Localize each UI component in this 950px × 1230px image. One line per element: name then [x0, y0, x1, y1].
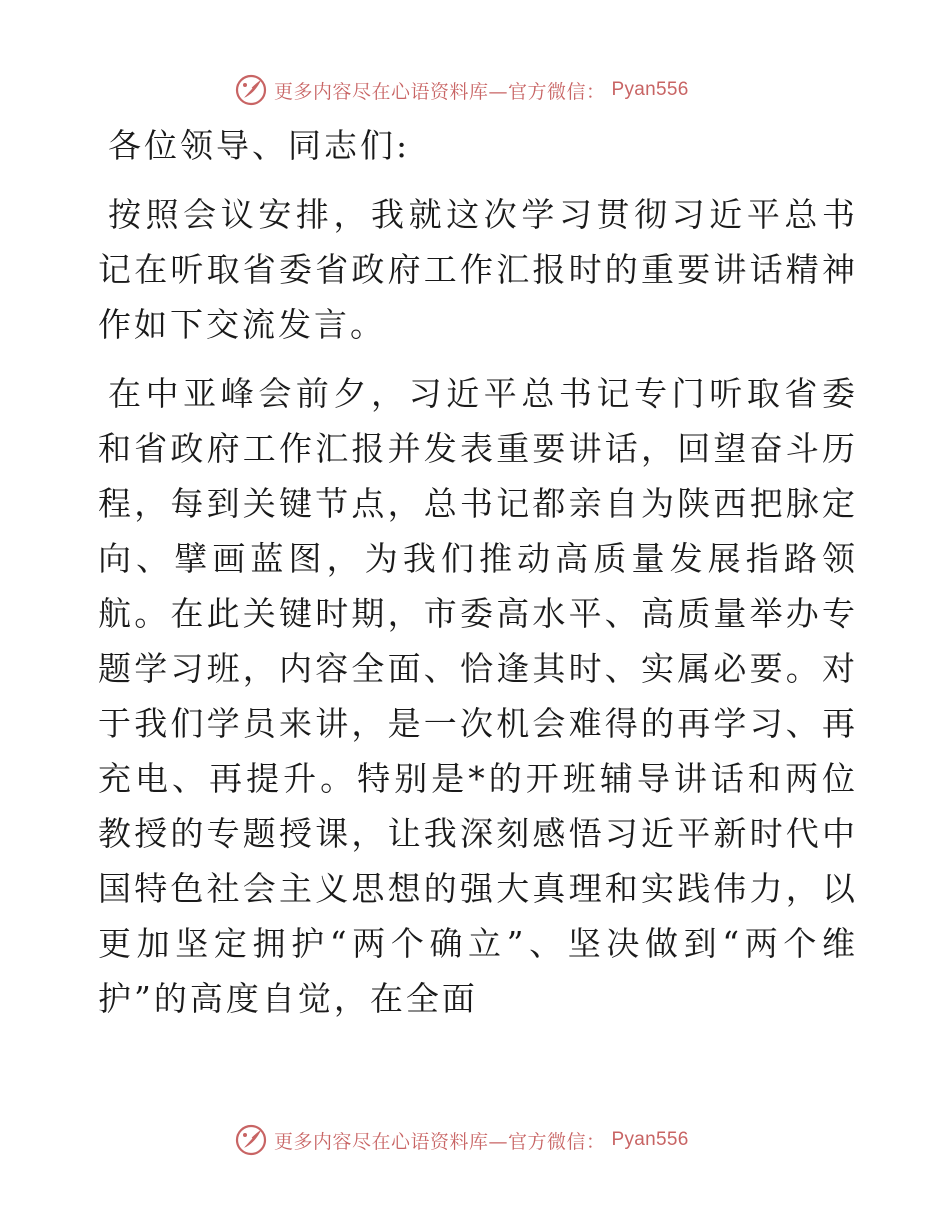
document-body: [98, 118, 858, 1040]
feather-pen-icon: [234, 1123, 268, 1157]
watermark-wechat-id: Pyan556: [611, 79, 689, 100]
watermark-text: 更多内容尽在心语资料库—官方微信：: [274, 1130, 606, 1153]
feather-pen-icon: [234, 73, 268, 107]
paragraph-intro: 按照会议安排，我就这次学习贯彻习近平总书记在听取省委省政府工作汇报时的重要讲话精神作如下交流发言。: [98, 195, 858, 344]
greeting-line: 各位领导、同志们:: [108, 126, 411, 165]
paragraph-main: 在中亚峰会前夕，习近平总书记专门听取省委和省政府工作汇报并发表重要讲话，回望奋斗历程，每到关键节点，总书记都亲自为陕西把脉定向、擘画蓝图，为我们推动高质量发展指路领航。在此关键时期，市委高水平、高质量举办专题学习班，内容全面、恰逢其时、实属必要。对于我们学员来讲，是一次机会难得的再学习、再充电、再提升。特别是*的开班辅导讲话和两位教授的专题授课，让我深刻感悟习近平新时代中国特色社会主义思想的强大真理和实践伟力，以更加坚定拥护“两个确立”、坚决做到“两个维护”的高度自觉，在全面: [98, 374, 858, 1018]
watermark-wechat-id: Pyan556: [611, 1129, 689, 1150]
watermark-footer: [234, 1120, 689, 1160]
watermark-text: 更多内容尽在心语资料库—官方微信：: [274, 80, 606, 103]
watermark-header: [234, 70, 689, 110]
